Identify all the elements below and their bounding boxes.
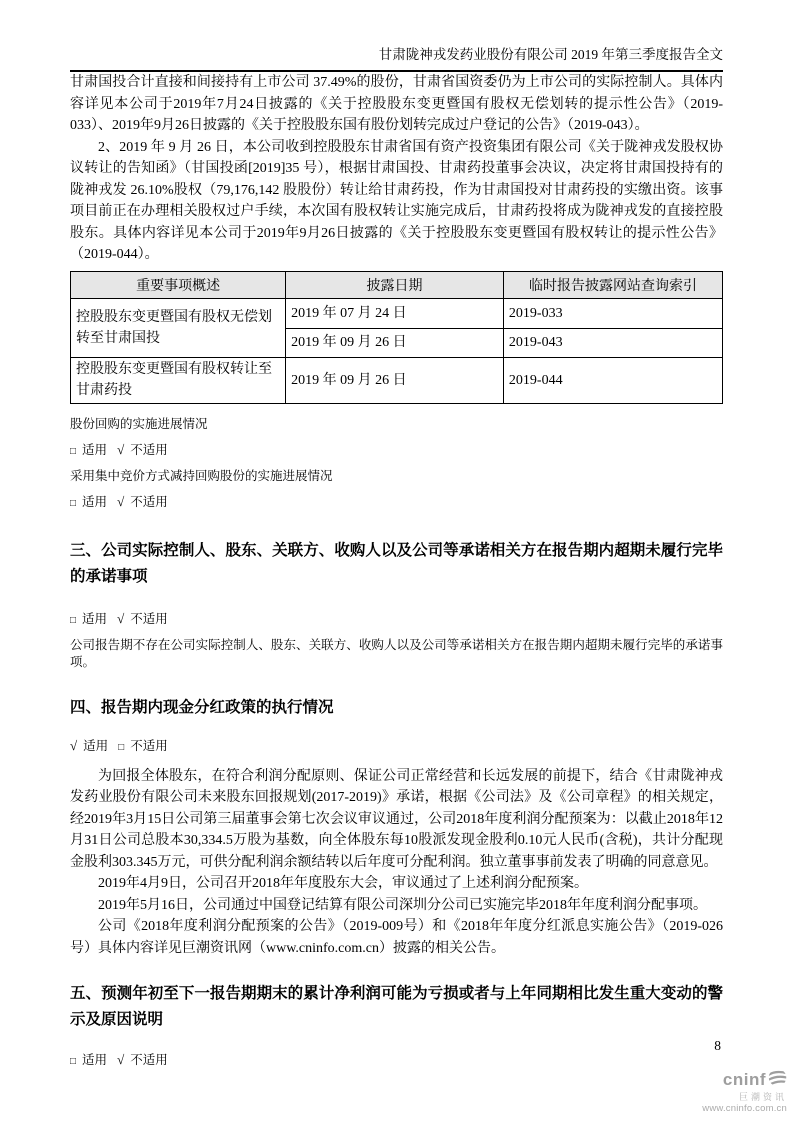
not-applicable-label: 不适用 <box>130 494 168 509</box>
applicability-row-section5 <box>70 1051 723 1070</box>
cninfo-watermark <box>702 1068 787 1114</box>
table-row <box>71 357 723 403</box>
applicability-row-section3 <box>70 610 723 629</box>
date-cell: 2019 年 09 月 26 日 <box>286 328 504 357</box>
disclosure-table <box>70 271 723 404</box>
section5-heading: 五、预测年初至下一报告期期末的累计净利润可能为亏损或者与上年同期相比发生重大变动的警示及原因说明 <box>70 985 723 1028</box>
applicable-label: 适用 <box>82 494 108 509</box>
not-applicable-label: 不适用 <box>130 442 168 457</box>
index-cell: 2019-043 <box>503 328 722 357</box>
reduce-progress-label: 采用集中竞价方式减持回购股份的实施进展情况 <box>70 468 333 483</box>
summary-cell: 控股股东变更暨国有股权无偿划转至甘肃国投 <box>71 298 286 357</box>
paragraph-dividend-implemented: 2019年5月16日，公司通过中国登记结算有限公司深圳分公司已实施完毕2018年年度利润分配事项。 <box>98 897 707 913</box>
applicable-label: 适用 <box>83 738 109 753</box>
applicable-label: 适用 <box>82 1053 108 1067</box>
checkbox-icon: □ <box>70 614 77 626</box>
buyback-progress-label: 股份回购的实施进展情况 <box>70 416 208 431</box>
paragraph-dividend-plan: 为回报全体股东，在符合利润分配原则、保证公司正常经营和长远发展的前提下，结合《甘肃陇神戎发药业股份有限公司未来股东回报规划(2017-2019)》承诺，根据《公司法》及《公司章程》的相关规定，经2019年3月15日公司第三届董事会第七次会议审议通过，公司2018年度利润分配预案为：以截止2018年12月31日公司总股本30,334.5万股为基数，向全体股东每10股派发现金股利0.10元人民币(含税)，共计分配现金股利303.345万元，可供分配利润余额结转以后年度可分配利润。独立董事事前发表了明确的同意意见。 <box>70 768 723 870</box>
checkbox-icon: □ <box>70 445 77 457</box>
cninfo-brand-row <box>702 1068 787 1092</box>
section3-statement: 公司报告期不存在公司实际控制人、股东、关联方、收购人以及公司等承诺相关方在报告期内超期未履行完毕的承诺事项。 <box>70 637 723 669</box>
applicability-row-section4 <box>70 737 723 756</box>
applicability-row-reduce <box>70 493 723 512</box>
checkmark-icon: √ <box>117 493 125 509</box>
checkmark-icon: √ <box>117 441 125 457</box>
not-applicable-label: 不适用 <box>130 738 168 753</box>
page-content <box>70 72 723 1070</box>
table-row <box>71 298 723 328</box>
column-header-date: 披露日期 <box>286 271 504 298</box>
cninfo-url: www.cninfo.com.cn <box>702 1103 787 1115</box>
cninfo-brand-cn: 巨潮资讯 <box>738 1091 787 1102</box>
checkmark-icon: √ <box>117 610 125 626</box>
date-cell: 2019 年 07 月 24 日 <box>286 298 504 328</box>
not-applicable-label: 不适用 <box>130 611 168 626</box>
page-number: 8 <box>714 1038 721 1053</box>
applicable-label: 适用 <box>82 442 108 457</box>
column-header-summary: 重要事项概述 <box>71 271 286 298</box>
page-header <box>70 0 723 72</box>
checkbox-icon: □ <box>70 497 77 509</box>
paragraph-announcements: 公司《2018年度利润分配预案的公告》（2019-009号）和《2018年年度分红派息实施公告》（2019-026号）具体内容详见巨潮资讯网（www.cninfo.com.cn）披露的相关公告。 <box>70 919 723 956</box>
column-header-index: 临时报告披露网站查询索引 <box>503 271 722 298</box>
paragraph-shareholder-meeting: 2019年4月9日，公司召开2018年年度股东大会，审议通过了上述利润分配预案。 <box>98 876 588 891</box>
paragraph-control-holding: 甘肃国投合计直接和间接持有上市公司 37.49%的股份，甘肃省国资委仍为上市公司的实际控制人。具体内容详见本公司于2019年7月24日披露的《关于控股股东变更暨国有股权无偿划转的提示性公告》（2019-033）、2019年9月26日披露的《关于控股股东国有股份划转完成过户登记的公告》（2019-043）。 <box>70 75 723 133</box>
paragraph-equity-transfer: 2、2019 年 9 月 26 日，本公司收到控股股东甘肃省国有资产投资集团有限公司《关于陇神戎发股权协议转让的告知函》（甘国投函[2019]35 号），根据甘肃国投、甘肃药投董事会决议，决定将甘肃国投持有的陇神戎发 26.10%股权（79,176,142 股股份）转让给甘肃药投，作为甘肃国投对甘肃药投的实缴出资。该事项目前正在办理相关股权过户手续，本次国有股权转让实施完成后，甘肃药投将成为陇神戎发的直接控股股东。具体内容详见本公司于2019年9月26日披露的《关于控股股东变更暨国有股权转让的提示性公告》（2019-044）。 <box>70 139 723 262</box>
header-title: 甘肃陇神戎发药业股份有限公司 2019 年第三季度报告全文 <box>378 47 723 62</box>
section4-heading: 四、报告期内现金分红政策的执行情况 <box>70 698 334 716</box>
checkmark-icon: √ <box>70 737 78 753</box>
index-cell: 2019-044 <box>503 357 722 403</box>
index-cell: 2019-033 <box>503 298 722 328</box>
date-cell: 2019 年 09 月 26 日 <box>286 357 504 403</box>
checkbox-icon: □ <box>70 1056 77 1067</box>
checkmark-icon: √ <box>117 1052 125 1067</box>
section3-heading: 三、公司实际控制人、股东、关联方、收购人以及公司等承诺相关方在报告期内超期未履行完毕的承诺事项 <box>70 541 723 585</box>
not-applicable-label: 不适用 <box>130 1053 168 1067</box>
applicability-row-buyback <box>70 441 723 460</box>
checkbox-icon: □ <box>118 741 125 753</box>
applicable-label: 适用 <box>82 611 108 626</box>
summary-cell: 控股股东变更暨国有股权转让至甘肃药投 <box>71 357 286 403</box>
cninfo-logo-icon <box>768 1068 787 1092</box>
table-header-row <box>71 271 723 298</box>
cninfo-brand-text: cninf <box>722 1069 766 1089</box>
